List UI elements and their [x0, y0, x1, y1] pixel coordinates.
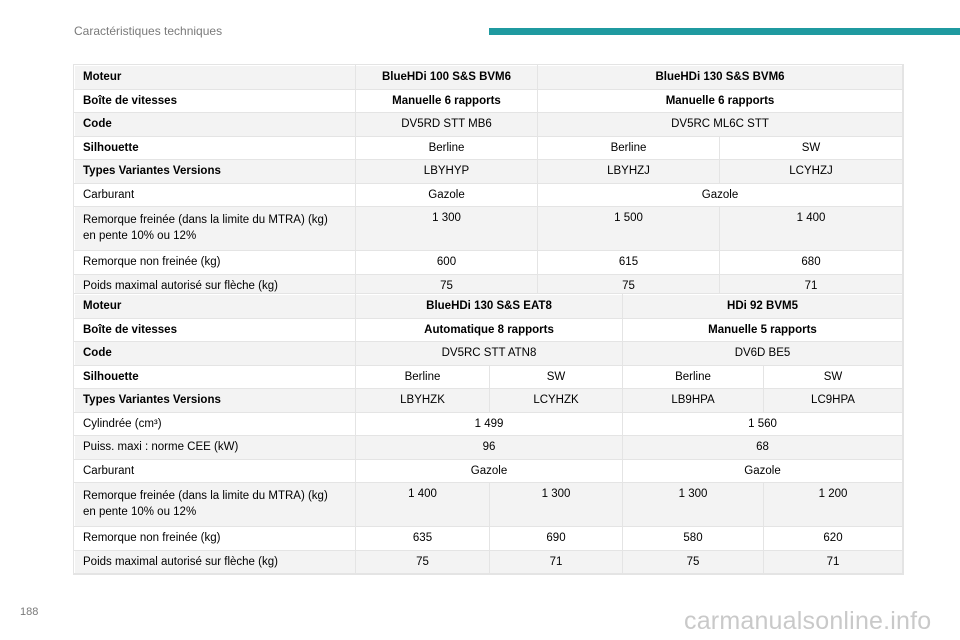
cell: 635: [356, 527, 490, 551]
row-label: Poids maximal autorisé sur flèche (kg): [75, 274, 356, 298]
table-row: [75, 295, 903, 319]
cell: 1 400: [720, 207, 903, 251]
table-row: [75, 459, 903, 483]
table-row: [75, 207, 903, 251]
cell: 1 400: [356, 483, 490, 527]
cell: SW: [720, 136, 903, 160]
cell: 96: [356, 436, 623, 460]
cell: 680: [720, 251, 903, 275]
page-number: 188: [20, 606, 39, 618]
table-row: [75, 550, 903, 574]
table-row: [75, 436, 903, 460]
cell: Gazole: [356, 459, 623, 483]
cell: DV5RC STT ATN8: [356, 342, 623, 366]
table-row: [75, 527, 903, 551]
row-label: Remorque non freinée (kg): [75, 251, 356, 275]
cell: LCYHZK: [490, 389, 623, 413]
row-label: Silhouette: [75, 136, 356, 160]
row-label: Code: [75, 342, 356, 366]
cell: 1 500: [538, 207, 720, 251]
row-label: Boîte de vitesses: [75, 318, 356, 342]
cell: LBYHYP: [356, 160, 538, 184]
cell: Berline: [356, 365, 490, 389]
table-row: [75, 160, 903, 184]
row-label: Remorque non freinée (kg): [75, 527, 356, 551]
table-row: [75, 66, 903, 90]
cell: BlueHDi 130 S&S EAT8: [356, 295, 623, 319]
cell: SW: [764, 365, 903, 389]
cell: 71: [720, 274, 903, 298]
row-label: Silhouette: [75, 365, 356, 389]
cell: Berline: [623, 365, 764, 389]
cell: 1 300: [490, 483, 623, 527]
table-row: [75, 251, 903, 275]
spec-table-1: [74, 65, 903, 298]
cell: 580: [623, 527, 764, 551]
cell: HDi 92 BVM5: [623, 295, 903, 319]
header-accent-bar: [489, 28, 960, 35]
cell: Gazole: [623, 459, 903, 483]
cell: 690: [490, 527, 623, 551]
cell: LBYHZK: [356, 389, 490, 413]
cell: 1 499: [356, 412, 623, 436]
row-label: Puiss. maxi : norme CEE (kW): [75, 436, 356, 460]
cell: 75: [356, 550, 490, 574]
cell: LBYHZJ: [538, 160, 720, 184]
cell: 1 200: [764, 483, 903, 527]
table-row: [75, 389, 903, 413]
row-label: Moteur: [75, 295, 356, 319]
table-row: [75, 89, 903, 113]
cell: DV6D BE5: [623, 342, 903, 366]
cell: 615: [538, 251, 720, 275]
cell: 71: [490, 550, 623, 574]
row-label: Boîte de vitesses: [75, 89, 356, 113]
table-row: [75, 365, 903, 389]
row-label: Cylindrée (cm³): [75, 412, 356, 436]
cell: Manuelle 5 rapports: [623, 318, 903, 342]
cell: LC9HPA: [764, 389, 903, 413]
cell: DV5RD STT MB6: [356, 113, 538, 137]
row-label: Moteur: [75, 66, 356, 90]
cell: Gazole: [538, 183, 903, 207]
cell: DV5RC ML6C STT: [538, 113, 903, 137]
table-row: [75, 483, 903, 527]
cell: SW: [490, 365, 623, 389]
cell: Manuelle 6 rapports: [356, 89, 538, 113]
row-label: Poids maximal autorisé sur flèche (kg): [75, 550, 356, 574]
cell: 68: [623, 436, 903, 460]
cell: 1 560: [623, 412, 903, 436]
table-row: [75, 342, 903, 366]
table-row: [75, 412, 903, 436]
cell: LCYHZJ: [720, 160, 903, 184]
table-row: [75, 136, 903, 160]
watermark: carmanualsonline.info: [684, 607, 932, 635]
section-title: Caractéristiques techniques: [74, 24, 223, 38]
table-row: [75, 183, 903, 207]
cell: Automatique 8 rapports: [356, 318, 623, 342]
cell: 75: [356, 274, 538, 298]
cell: 71: [764, 550, 903, 574]
cell: Manuelle 6 rapports: [538, 89, 903, 113]
spec-table-2: [74, 294, 903, 574]
row-label: Types Variantes Versions: [75, 389, 356, 413]
cell: 600: [356, 251, 538, 275]
cell: BlueHDi 130 S&S BVM6: [538, 66, 903, 90]
row-label: Code: [75, 113, 356, 137]
cell: BlueHDi 100 S&S BVM6: [356, 66, 538, 90]
cell: 1 300: [356, 207, 538, 251]
row-label: Remorque freinée (dans la limite du MTRA) (kg) en pente 10% ou 12%: [75, 483, 356, 527]
cell: 75: [538, 274, 720, 298]
cell: 75: [623, 550, 764, 574]
row-label: Carburant: [75, 459, 356, 483]
cell: Berline: [538, 136, 720, 160]
cell: Gazole: [356, 183, 538, 207]
cell: LB9HPA: [623, 389, 764, 413]
cell: Berline: [356, 136, 538, 160]
row-label: Carburant: [75, 183, 356, 207]
table-row: [75, 113, 903, 137]
cell: 1 300: [623, 483, 764, 527]
cell: 620: [764, 527, 903, 551]
row-label: Types Variantes Versions: [75, 160, 356, 184]
table-row: [75, 318, 903, 342]
row-label: Remorque freinée (dans la limite du MTRA) (kg) en pente 10% ou 12%: [75, 207, 356, 251]
